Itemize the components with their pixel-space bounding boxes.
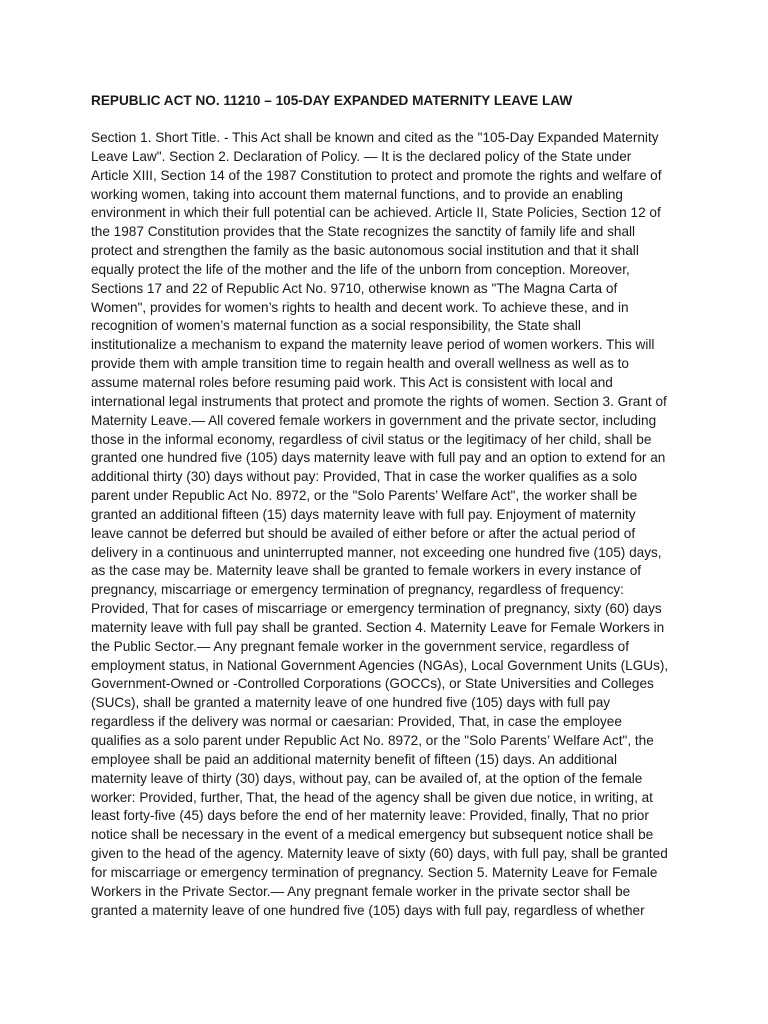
body-text-line: least forty-five (45) days before the end of her maternity leave: Provided, finally, That no prior: [91, 808, 649, 824]
body-text-line: additional thirty (30) days without pay: Provided, That in case the worker qualifies as a solo: [91, 469, 638, 485]
document-title: REPUBLIC ACT NO. 11210 – 105-DAY EXPANDED MATERNITY LEAVE LAW: [91, 93, 573, 108]
body-text-line: for miscarriage or emergency termination of pregnancy. Section 5. Maternity Leave for Female: [91, 864, 658, 880]
body-text-line: assume maternal roles before resuming paid work. This Act is consistent with local and: [91, 374, 613, 390]
body-text-line: Article XIII, Section 14 of the 1987 Constitution to protect and promote the rights and welfare of: [91, 167, 662, 183]
body-text-line: institutionalize a mechanism to expand the maternity leave period of women workers. This will: [91, 337, 655, 353]
body-text-line: employee shall be paid an additional maternity benefit of fifteen (15) days. An additional: [91, 751, 617, 767]
body-text-line: provide them with ample transition time to regain health and overall wellness as well as to: [91, 356, 629, 372]
body-text-line: worker: Provided, further, That, the head of the agency shall be given due notice, in writing, at: [91, 789, 653, 805]
body-text-line: protect and strengthen the family as the basic autonomous social institution and that it shall: [91, 243, 639, 259]
body-text-line: qualifies as a solo parent under Republic Act No. 8972, or the "Solo Parents’ Welfare Act", the: [91, 733, 654, 748]
body-text-line: the Public Sector.— Any pregnant female worker in the government service, regardless of: [91, 638, 629, 654]
body-text-line: delivery in a continuous and uninterrupted manner, not exceeding one hundred five (105) days,: [91, 544, 662, 560]
body-text-line: international legal instruments that protect and promote the rights of women. Section 3. Grant of: [91, 393, 667, 409]
body-text-line: Government-Owned or -Controlled Corporations (GOCCs), or State Universities and Colleges: [91, 676, 654, 692]
body-text-line: Women", provides for women’s rights to health and decent work. To achieve these, and in: [91, 299, 629, 315]
body-text-line: those in the informal economy, regardless of civil status or the legitimacy of her child, shall be: [91, 431, 652, 447]
body-text-line: Provided, That for cases of miscarriage or emergency termination of pregnancy, sixty (60) days: [91, 601, 662, 617]
body-text-line: Workers in the Private Sector.— Any pregnant female worker in the private sector shall be: [91, 883, 631, 899]
body-text-line: leave cannot be deferred but should be availed of either before or after the actual period of: [91, 525, 636, 541]
body-text-line: recognition of women’s maternal function as a social responsibility, the State shall: [91, 318, 581, 334]
body-text-line: as the case may be. Maternity leave shall be granted to female workers in every instance of: [91, 563, 642, 579]
body-text-line: working women, taking into account them maternal functions, and to provide an enabling: [91, 186, 623, 202]
body-text-line: maternity leave of thirty (30) days, without pay, can be availed of, at the option of the female: [91, 770, 643, 786]
body-text-line: Sections 17 and 22 of Republic Act No. 9710, otherwise known as "The Magna Carta of: [91, 280, 618, 296]
body-text-line: granted one hundred five (105) days maternity leave with full pay and an option to extend for an: [91, 450, 666, 466]
body-text-line: environment in which their full potential can be achieved. Article II, State Policies, Section 12 of: [91, 205, 661, 221]
body-text-line: Section 1. Short Title. - This Act shall be known and cited as the "105-Day Expanded Maternity: [91, 130, 659, 145]
body-text-line: parent under Republic Act No. 8972, or the "Solo Parents’ Welfare Act", the worker shall be: [91, 488, 638, 504]
body-text-line: granted a maternity leave of one hundred five (105) days with full pay, regardless of whether: [91, 902, 645, 918]
body-text-line: pregnancy, miscarriage or emergency termination of pregnancy, regardless of frequency:: [91, 582, 624, 598]
body-text-line: Leave Law". Section 2. Declaration of Policy. — It is the declared policy of the State under: [91, 148, 632, 164]
document-body: [91, 129, 691, 920]
body-text-line: the 1987 Constitution provides that the State recognizes the sanctity of family life and shall: [91, 224, 636, 240]
body-text-line: Maternity Leave.— All covered female workers in government and the private sector, including: [91, 412, 657, 428]
body-text-line: maternity leave with full pay shall be granted. Section 4. Maternity Leave for Female Workers in: [91, 619, 665, 635]
body-text-line: granted an additional fifteen (15) days maternity leave with full pay. Enjoyment of maternity: [91, 506, 636, 522]
body-text-line: notice shall be necessary in the event of a medical emergency but subsequent notice shall be: [91, 827, 654, 843]
body-text-line: equally protect the life of the mother and the life of the unborn from conception. Moreover,: [91, 261, 630, 277]
body-text-line: regardless if the delivery was normal or caesarian: Provided, That, in case the employee: [91, 714, 622, 730]
body-text-line: (SUCs), shall be granted a maternity leave of one hundred five (105) days with full pay: [91, 695, 611, 711]
body-text-line: given to the head of the agency. Maternity leave of sixty (60) days, with full pay, shall be granted: [91, 846, 668, 862]
body-text-line: employment status, in National Government Agencies (NGAs), Local Government Units (LGUs),: [91, 657, 669, 673]
